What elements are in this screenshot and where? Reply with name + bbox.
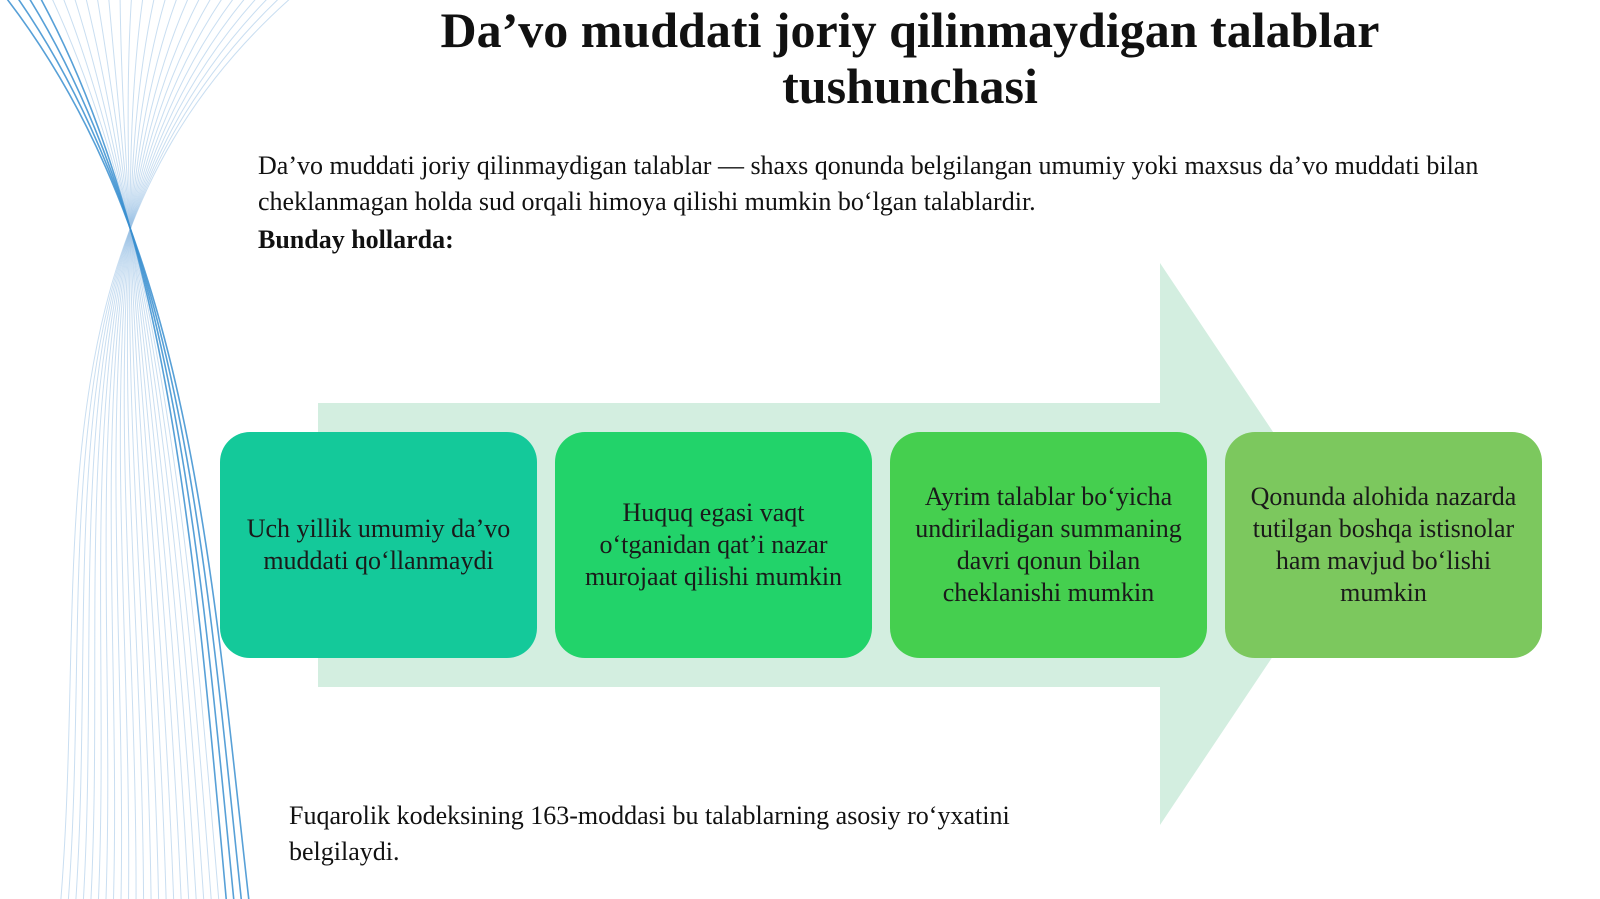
definition-paragraph: Da’vo muddati joriy qilinmaydigan talablar — shaxs qonunda belgilangan umumiy yoki maxsus da’vo muddati bilan cheklanmagan holda sud orqali himoya qilishi mumkin bo‘lgan talablardir.: [258, 151, 1479, 216]
step-box-4: [1225, 432, 1542, 658]
step-box-1: [220, 432, 537, 658]
step-3-text: Ayrim talablar bo‘yicha undiriladigan summaning davri qonun bilan cheklanishi mumkin: [915, 482, 1182, 607]
footer-note: Fuqarolik kodeksining 163-moddasi bu talablarning asosiy ro‘yxatini belgilaydi.: [289, 801, 1010, 866]
step-2-text: Huquq egasi vaqt o‘tganidan qat’i nazar murojaat qilishi mumkin: [584, 498, 843, 591]
step-4-text: Qonunda alohida nazarda tutilgan boshqa istisnolar ham mavjud bo‘lishi mumkin: [1250, 482, 1517, 607]
step-box-3: [890, 432, 1207, 658]
slide-title: Da’vo muddati joriy qilinmaydigan talablar tushunchasi: [440, 2, 1380, 114]
cases-subheading: Bunday hollarda:: [258, 225, 454, 254]
step-1-text: Uch yillik umumiy da’vo muddati qo‘llanmaydi: [246, 514, 511, 575]
step-box-2: [555, 432, 872, 658]
